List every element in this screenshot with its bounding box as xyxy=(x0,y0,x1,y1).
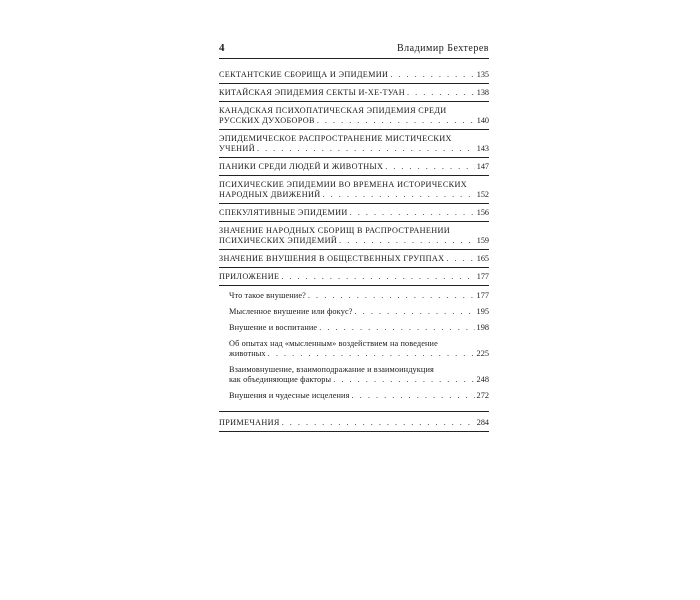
toc-entry xyxy=(219,206,489,222)
dot-leader xyxy=(407,88,475,98)
dot-leader xyxy=(350,208,475,218)
toc-page-number: 195 xyxy=(476,307,489,316)
toc-entry-line xyxy=(229,391,489,401)
toc-subentry xyxy=(229,321,489,335)
toc-entry-title-line: ЗНАЧЕНИЕ ВНУШЕНИЯ В ОБЩЕСТВЕННЫХ ГРУППАХ xyxy=(219,254,445,263)
toc-entry-title-line: как объединяющие факторы xyxy=(229,375,332,384)
table-of-contents xyxy=(219,68,489,432)
toc-entry-title-line: ЗНАЧЕНИЕ НАРОДНЫХ СБОРИЩ В РАСПРОСТРАНЕНИИ xyxy=(219,226,451,235)
toc-page-number: 140 xyxy=(476,116,489,125)
toc-entry-title-line: ПАНИКИ СРЕДИ ЛЮДЕЙ И ЖИВОТНЫХ xyxy=(219,162,384,171)
toc-page-number: 272 xyxy=(476,391,489,400)
toc-entry-title-line: РУССКИХ ДУХОБОРОВ xyxy=(219,116,315,125)
toc-entry xyxy=(219,224,489,250)
toc-entry-line xyxy=(229,291,489,301)
toc-entry xyxy=(219,178,489,204)
dot-leader xyxy=(282,418,475,428)
toc-page-number: 248 xyxy=(476,375,489,384)
toc-entry xyxy=(219,86,489,102)
toc-subentry xyxy=(229,289,489,303)
dot-leader xyxy=(446,254,474,264)
toc-entry-line xyxy=(219,208,489,218)
toc-entry-line xyxy=(229,349,489,359)
toc-entry-title-line: КАНАДСКАЯ ПСИХОПАТИЧЕСКАЯ ЭПИДЕМИЯ СРЕДИ xyxy=(219,106,447,115)
toc-entry-title-line: Об опытах над «мысленным» воздействием на поведение xyxy=(229,339,438,348)
toc-entry-title-line: НАРОДНЫХ ДВИЖЕНИЙ xyxy=(219,190,321,199)
appendix-section xyxy=(219,270,489,412)
toc-page-number: 143 xyxy=(476,144,489,153)
toc-entry-title-line: КИТАЙСКАЯ ЭПИДЕМИЯ СЕКТЫ И-ХЕ-ТУАН xyxy=(219,88,406,97)
dot-leader xyxy=(281,272,474,282)
toc-subentry xyxy=(229,305,489,319)
toc-entry xyxy=(219,252,489,268)
toc-page-number: 152 xyxy=(476,190,489,199)
toc-entry-title-line: ПРИМЕЧАНИЯ xyxy=(219,418,280,427)
toc-entry-line xyxy=(219,272,489,282)
dot-leader xyxy=(317,116,475,126)
toc-entry-title-line: УЧЕНИЙ xyxy=(219,144,255,153)
toc-entry-line xyxy=(219,162,489,172)
toc-page-number: 225 xyxy=(476,349,489,358)
toc-entry xyxy=(219,160,489,176)
toc-entry-line xyxy=(219,144,489,154)
toc-entry-title-line: ЭПИДЕМИЧЕСКОЕ РАСПРОСТРАНЕНИЕ МИСТИЧЕСКИХ xyxy=(219,134,452,143)
dot-leader xyxy=(319,323,474,333)
toc-entry-title-line: ПСИХИЧЕСКИХ ЭПИДЕМИЙ xyxy=(219,236,338,245)
toc-page-number: 198 xyxy=(476,323,489,332)
toc-entry-title-line: Внушения и чудесные исцеления xyxy=(229,391,350,400)
dot-leader xyxy=(339,236,475,246)
toc-entry-title-line: Мысленное внушение или фокус? xyxy=(229,307,353,316)
dot-leader xyxy=(257,144,475,154)
dot-leader xyxy=(352,391,475,401)
page-number: 4 xyxy=(219,42,225,54)
dot-leader xyxy=(385,162,474,172)
toc-entry xyxy=(219,270,489,286)
dot-leader xyxy=(323,190,475,200)
toc-entry-line xyxy=(219,254,489,264)
dot-leader xyxy=(355,307,475,317)
toc-entry xyxy=(219,68,489,84)
toc-entry-title-line: ПСИХИЧЕСКИЕ ЭПИДЕМИИ ВО ВРЕМЕНА ИСТОРИЧЕСКИХ xyxy=(219,180,467,189)
toc-entry-line xyxy=(229,375,489,385)
toc-subentry xyxy=(229,363,489,387)
toc-entry xyxy=(219,104,489,130)
toc-entry-title-line: животных xyxy=(229,349,266,358)
toc-entry xyxy=(219,132,489,158)
running-header xyxy=(219,42,489,59)
toc-entry-title-line: ПРИЛОЖЕНИЕ xyxy=(219,272,280,281)
book-page xyxy=(219,42,489,434)
toc-page-number: 159 xyxy=(476,236,489,245)
running-head-author: Владимир Бехтерев xyxy=(397,43,489,54)
toc-page-number: 135 xyxy=(476,70,489,79)
toc-entry-title-line: СПЕКУЛЯТИВНЫЕ ЭПИДЕМИИ xyxy=(219,208,348,217)
toc-entry-line xyxy=(219,116,489,126)
toc-entry-title-line: Взаимовнушение, взаимоподражание и взаимоиндукция xyxy=(229,365,434,374)
toc-subentry xyxy=(229,337,489,361)
toc-page-number: 284 xyxy=(476,418,489,427)
toc-entry-line xyxy=(219,236,489,246)
toc-page-number: 165 xyxy=(476,254,489,263)
toc-page-number: 177 xyxy=(476,291,489,300)
dot-leader xyxy=(333,375,474,385)
toc-page-number: 147 xyxy=(476,162,489,171)
toc-entry-line xyxy=(219,418,489,428)
toc-page-number: 177 xyxy=(476,272,489,281)
toc-entry-title-line: Что такое внушение? xyxy=(229,291,306,300)
toc-entry xyxy=(219,416,489,432)
dot-leader xyxy=(268,349,475,359)
toc-entry-line xyxy=(219,190,489,200)
toc-entry-line xyxy=(219,88,489,98)
toc-entry-line xyxy=(229,307,489,317)
toc-entry-title-line: Внушение и воспитание xyxy=(229,323,318,332)
dot-leader xyxy=(390,70,474,80)
toc-page-number: 138 xyxy=(476,88,489,97)
toc-entry-line xyxy=(229,323,489,333)
dot-leader xyxy=(308,291,475,301)
toc-entry-line xyxy=(219,70,489,80)
toc-entry-title-line: СЕКТАНТСКИЕ СБОРИЩА И ЭПИДЕМИИ xyxy=(219,70,389,79)
toc-subentry xyxy=(229,389,489,403)
toc-page-number: 156 xyxy=(476,208,489,217)
